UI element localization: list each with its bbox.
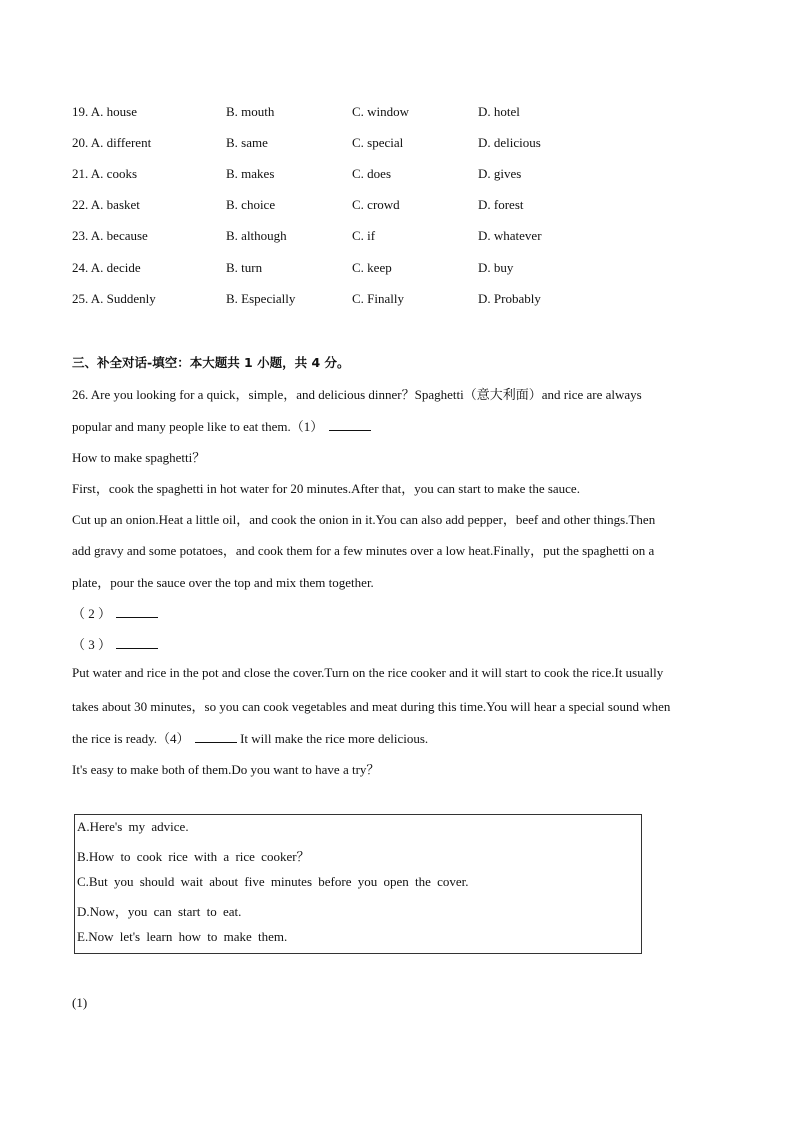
passage-text: the rice is ready.（4） <box>72 731 190 746</box>
choice-b: B.How to cook rice with a rice cooker？ <box>77 849 310 864</box>
option-c: C. does <box>352 166 391 181</box>
answer-blank-4[interactable] <box>195 730 237 743</box>
choices-box <box>74 814 642 954</box>
option-a: 20. A. different <box>72 135 152 150</box>
option-row-20 <box>72 135 712 155</box>
passage-line: Put water and rice in the pot and close the cover.Turn on the rice cooker and it will start to cook the rice.It usually <box>72 665 664 680</box>
option-c: C. keep <box>352 260 392 275</box>
option-b: B. turn <box>226 260 263 275</box>
section-title: 三、补全对话-填空：本大题共 1 小题，共 4 分。 <box>72 355 350 370</box>
choice-d: D.Now，you can start to eat. <box>77 904 242 919</box>
blank-label-2: （ 2 ） <box>72 606 112 621</box>
option-c: C. if <box>352 228 376 243</box>
option-row-23 <box>72 228 712 248</box>
passage-line: First，cook the spaghetti in hot water for 20 minutes.After that，you can start to make the sauce. <box>72 481 580 496</box>
option-d: D. Probably <box>478 291 541 306</box>
option-d: D. whatever <box>478 228 542 243</box>
answer-blank-3[interactable] <box>116 636 158 649</box>
passage-line: plate，pour the sauce over the top and mix them together. <box>72 575 374 590</box>
choice-a: A.Here's my advice. <box>77 819 189 834</box>
passage-line: It's easy to make both of them.Do you want to have a try？ <box>72 762 380 777</box>
option-b: B. mouth <box>226 104 275 119</box>
option-b: B. although <box>226 228 287 243</box>
choice-e: E.Now let's learn how to make them. <box>77 929 288 944</box>
passage-line <box>72 634 158 653</box>
option-c: C. window <box>352 104 410 119</box>
option-d: D. gives <box>478 166 522 181</box>
option-row-25 <box>72 291 712 311</box>
passage-line: How to make spaghetti？ <box>72 450 206 465</box>
passage-line <box>72 728 428 747</box>
passage-line <box>72 603 158 622</box>
option-a: 23. A. because <box>72 228 148 243</box>
option-b: B. Especially <box>226 291 296 306</box>
option-row-19 <box>72 104 712 124</box>
answer-blank-2[interactable] <box>116 605 158 618</box>
option-d: D. delicious <box>478 135 541 150</box>
passage-line: Cut up an onion.Heat a little oil，and cook the onion in it.You can also add pepper，beef and other things.Then <box>72 512 656 527</box>
option-b: B. same <box>226 135 268 150</box>
passage-line: 26. Are you looking for a quick，simple，and delicious dinner？Spaghetti（意大利面）and rice are always <box>72 387 642 402</box>
option-d: D. buy <box>478 260 514 275</box>
passage-line: takes about 30 minutes，so you can cook vegetables and meat during this time.You will hear a special sound when <box>72 699 671 714</box>
option-d: D. forest <box>478 197 524 212</box>
option-a: 24. A. decide <box>72 260 141 275</box>
option-c: C. crowd <box>352 197 400 212</box>
option-a: 19. A. house <box>72 104 137 119</box>
blank-label-3: （ 3 ） <box>72 637 112 652</box>
option-a: 21. A. cooks <box>72 166 137 181</box>
option-b: B. makes <box>226 166 275 181</box>
passage-line: add gravy and some potatoes，and cook them for a few minutes over a low heat.Finally，put the spaghetti on a <box>72 543 655 558</box>
option-d: D. hotel <box>478 104 520 119</box>
option-a: 22. A. basket <box>72 197 140 212</box>
option-b: B. choice <box>226 197 276 212</box>
option-c: C. Finally <box>352 291 405 306</box>
answer-label: (1) <box>72 995 88 1010</box>
option-row-24 <box>72 260 712 280</box>
option-row-21 <box>72 166 712 186</box>
answer-blank-1[interactable] <box>329 418 371 431</box>
option-row-22 <box>72 197 712 217</box>
passage-text: It will make the rice more delicious. <box>240 731 429 746</box>
passage-text: popular and many people like to eat them.（1） <box>72 419 324 434</box>
choice-c: C.But you should wait about five minutes before you open the cover. <box>77 874 469 889</box>
option-c: C. special <box>352 135 404 150</box>
passage-line <box>72 416 371 435</box>
option-a: 25. A. Suddenly <box>72 291 156 306</box>
